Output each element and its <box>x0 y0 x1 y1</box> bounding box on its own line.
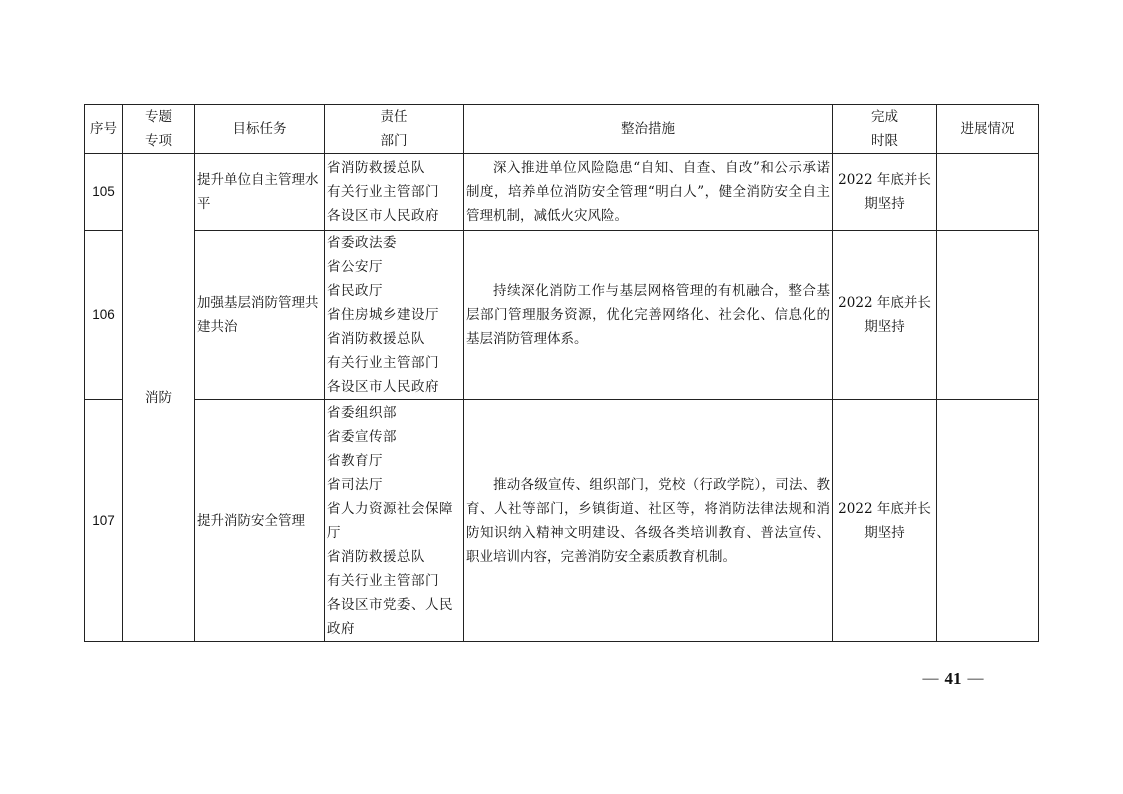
header-progress: 进展情况 <box>937 105 1039 154</box>
page-number-value: 41 <box>944 669 962 688</box>
row-progress <box>937 400 1039 642</box>
table-header-row <box>85 105 1039 154</box>
header-category: 专题 专项 <box>123 105 195 154</box>
row-deadline: 2022 年底并长期坚持 <box>833 154 937 231</box>
row-deadline: 2022 年底并长期坚持 <box>833 231 937 400</box>
page-dash-left: — <box>922 670 939 687</box>
row-depts: 省委政法委 省公安厅 省民政厅 省住房城乡建设厅 省消防救援总队 有关行业主管部门 各设区市人民政府 <box>325 231 464 400</box>
row-deadline: 2022 年底并长期坚持 <box>833 400 937 642</box>
row-progress <box>937 154 1039 231</box>
header-dept: 责任 部门 <box>325 105 464 154</box>
row-task: 提升单位自主管理水平 <box>195 154 325 231</box>
header-measures: 整治措施 <box>464 105 833 154</box>
page-dash-right: — <box>967 670 984 687</box>
row-task: 加强基层消防管理共建共治 <box>195 231 325 400</box>
table-row <box>85 400 1039 642</box>
header-task: 目标任务 <box>195 105 325 154</box>
row-depts: 省委组织部 省委宣传部 省教育厅 省司法厅 省人力资源社会保障厅 省消防救援总队 有关行业主管部门 各设区市党委、人民政府 <box>325 400 464 642</box>
row-measures: 深入推进单位风险隐患“自知、自查、自改”和公示承诺制度，培养单位消防安全管理“明白人”，健全消防安全自主管理机制，减低火灾风险。 <box>464 154 833 231</box>
row-seq: 107 <box>85 400 123 642</box>
page-number <box>913 666 993 692</box>
row-measures: 持续深化消防工作与基层网格管理的有机融合，整合基层部门管理服务资源，优化完善网络化、社会化、信息化的基层消防管理体系。 <box>464 231 833 400</box>
row-measures: 推动各级宣传、组织部门，党校（行政学院），司法、教育、人社等部门，乡镇街道、社区等，将消防法律法规和消防知识纳入精神文明建设、各级各类培训教育、普法宣传、职业培训内容，完善消防安全素质教育机制。 <box>464 400 833 642</box>
row-depts: 省消防救援总队 有关行业主管部门 各设区市人民政府 <box>325 154 464 231</box>
row-seq: 106 <box>85 231 123 400</box>
row-seq: 105 <box>85 154 123 231</box>
measures-table <box>84 104 1039 642</box>
table-row <box>85 154 1039 231</box>
header-deadline: 完成 时限 <box>833 105 937 154</box>
table-row <box>85 231 1039 400</box>
row-task: 提升消防安全管理 <box>195 400 325 642</box>
row-progress <box>937 231 1039 400</box>
category-cell: 消防 <box>123 154 195 642</box>
header-seq: 序号 <box>85 105 123 154</box>
